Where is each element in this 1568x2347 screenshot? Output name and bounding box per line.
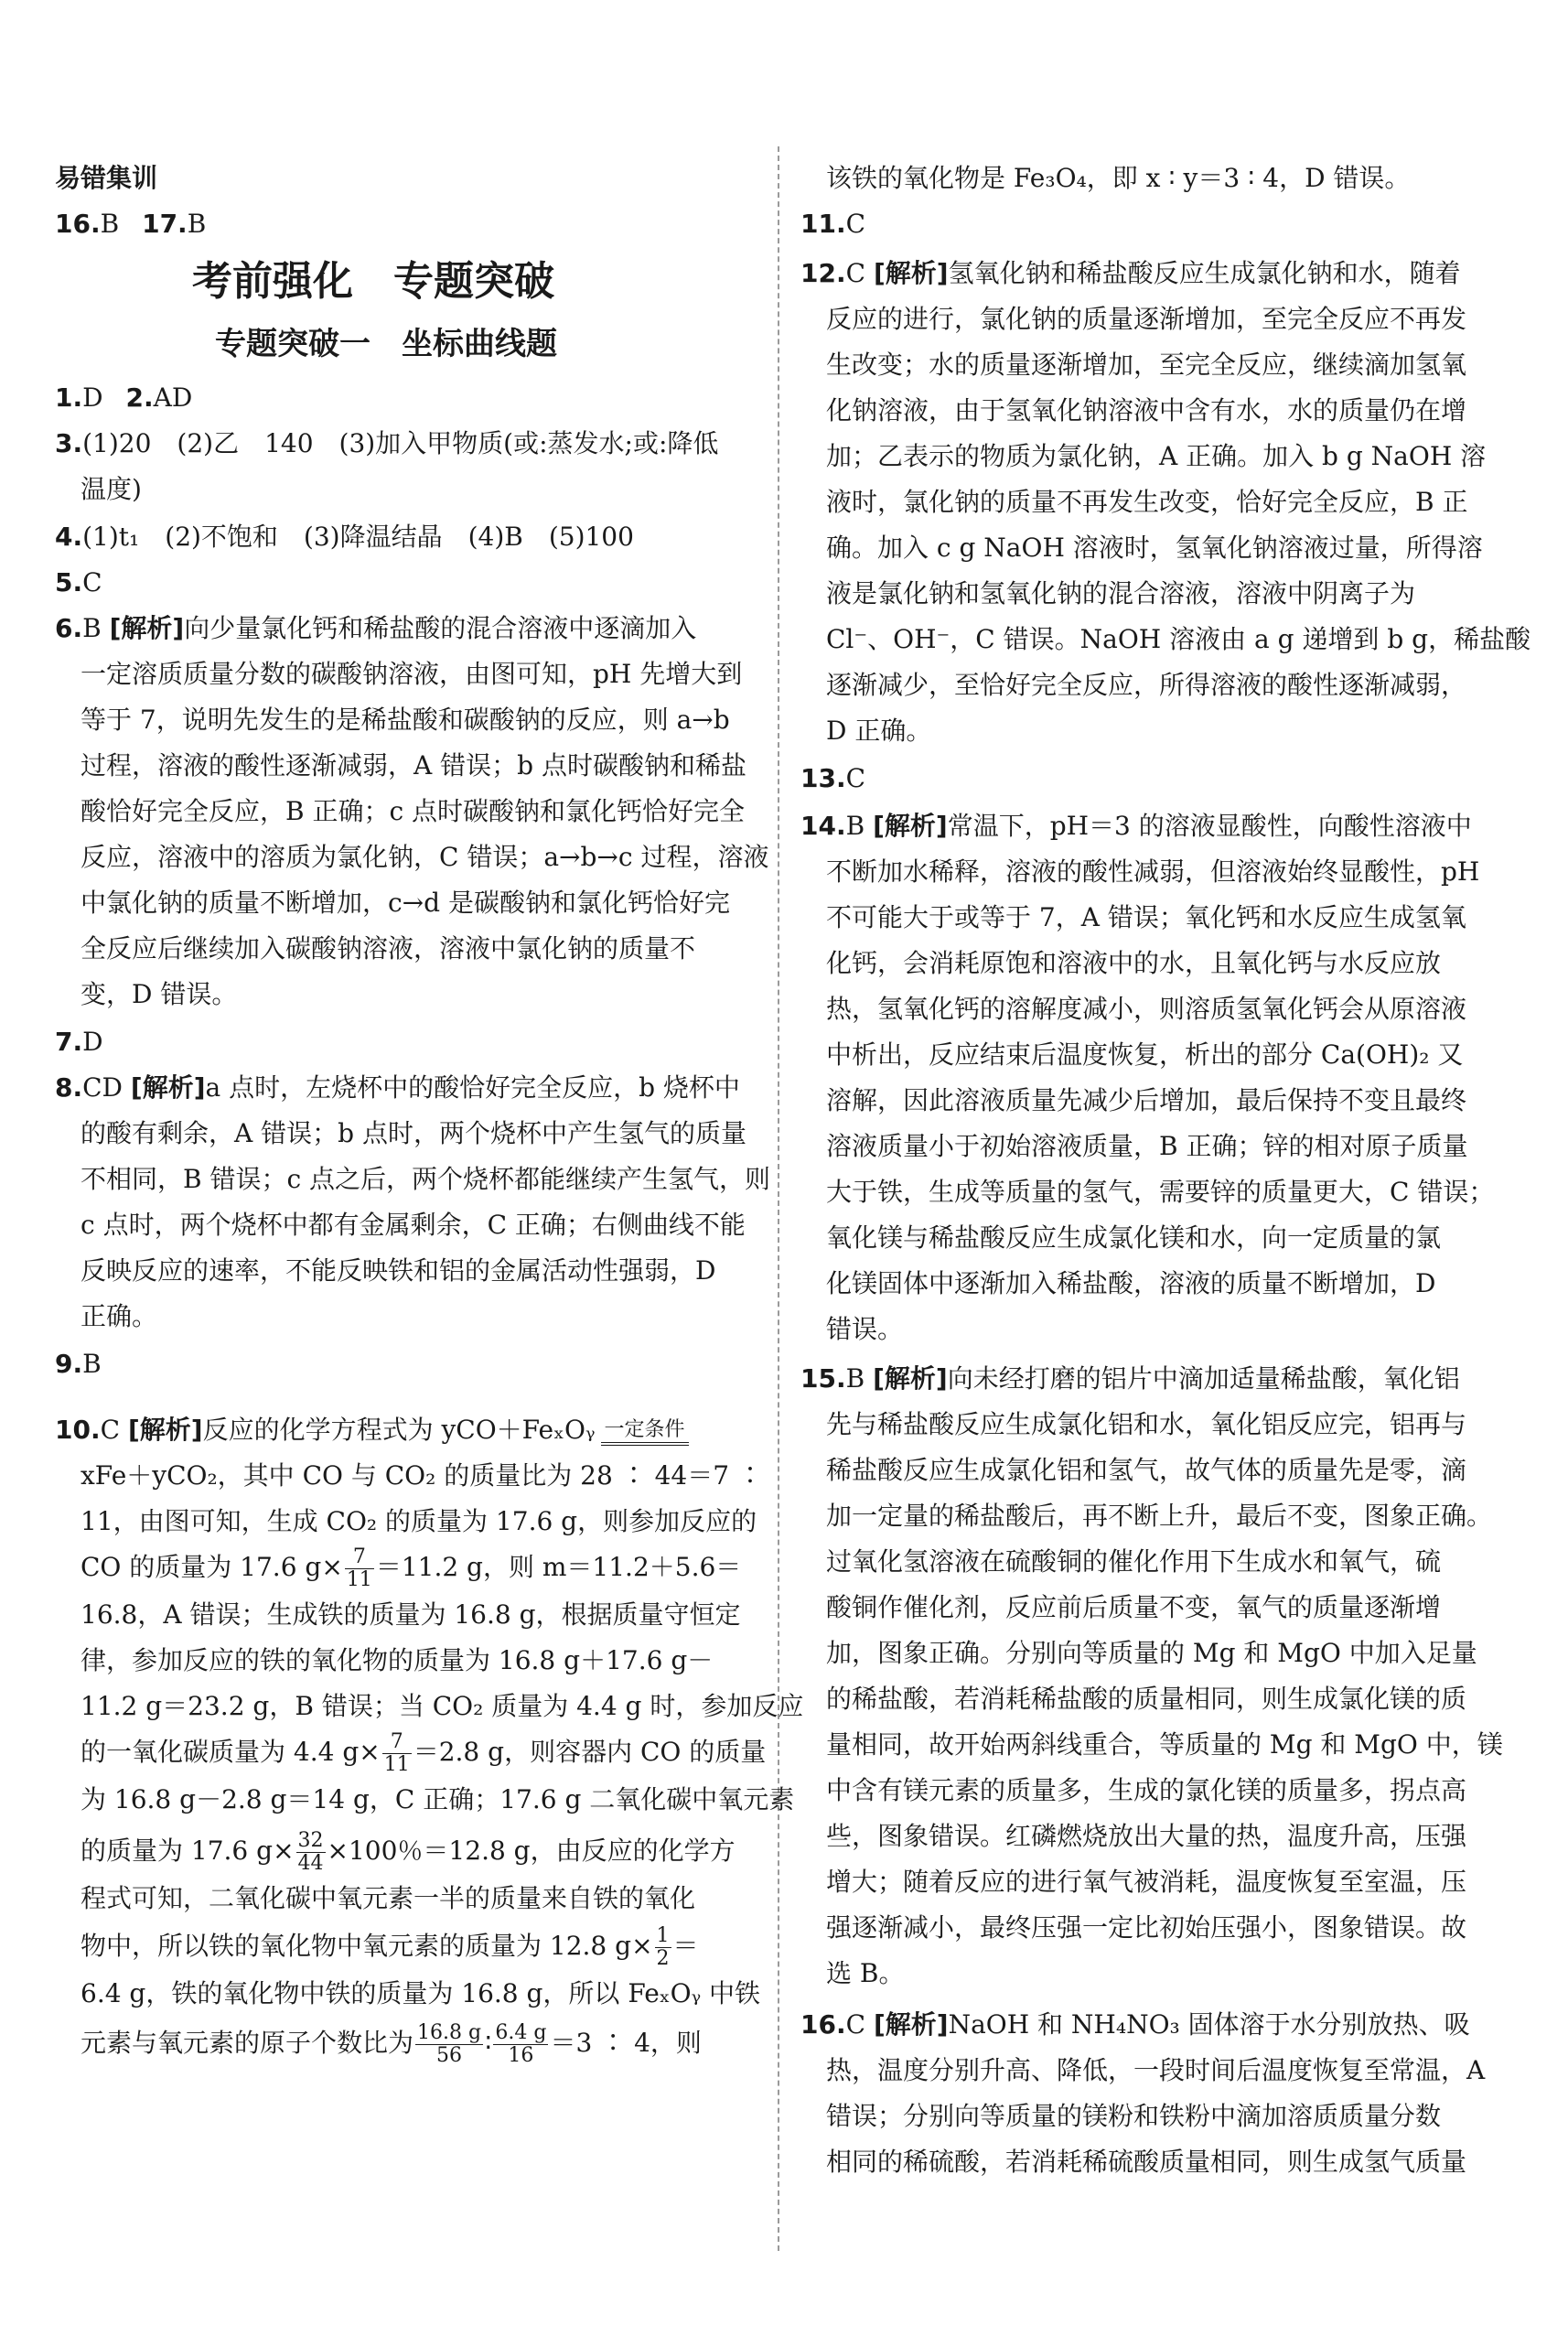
answer-line-16-17: 16.B 17.B: [55, 209, 207, 239]
answer-5: 5.C: [55, 567, 102, 598]
column-divider: [778, 146, 779, 2251]
answer-10-cont: 该铁的氧化物是 Fe₃O₄，即 x ∶ y＝3 ∶ 4，D 错误。: [826, 163, 1411, 193]
answer-11: 11.C: [800, 209, 866, 239]
section-title: 易错集训: [55, 163, 158, 193]
answer-3: 3.(1)20 (2)乙 140 (3)加入甲物质(或:蒸发水;或:降低: [55, 428, 719, 458]
main-title: 考前强化 专题突破: [192, 258, 554, 305]
answer-line-1-2: 1.D 2.AD: [55, 382, 193, 413]
answer-4: 4.(1)t₁ (2)不饱和 (3)降温结晶 (4)B (5)100: [55, 522, 634, 552]
answer-9: 9.B: [55, 1349, 102, 1379]
answer-3-cont: 温度): [81, 474, 142, 504]
sub-title: 专题突破一 坐标曲线题: [215, 326, 557, 362]
answer-13: 13.C: [800, 763, 866, 793]
answer-7: 7.D: [55, 1027, 103, 1057]
